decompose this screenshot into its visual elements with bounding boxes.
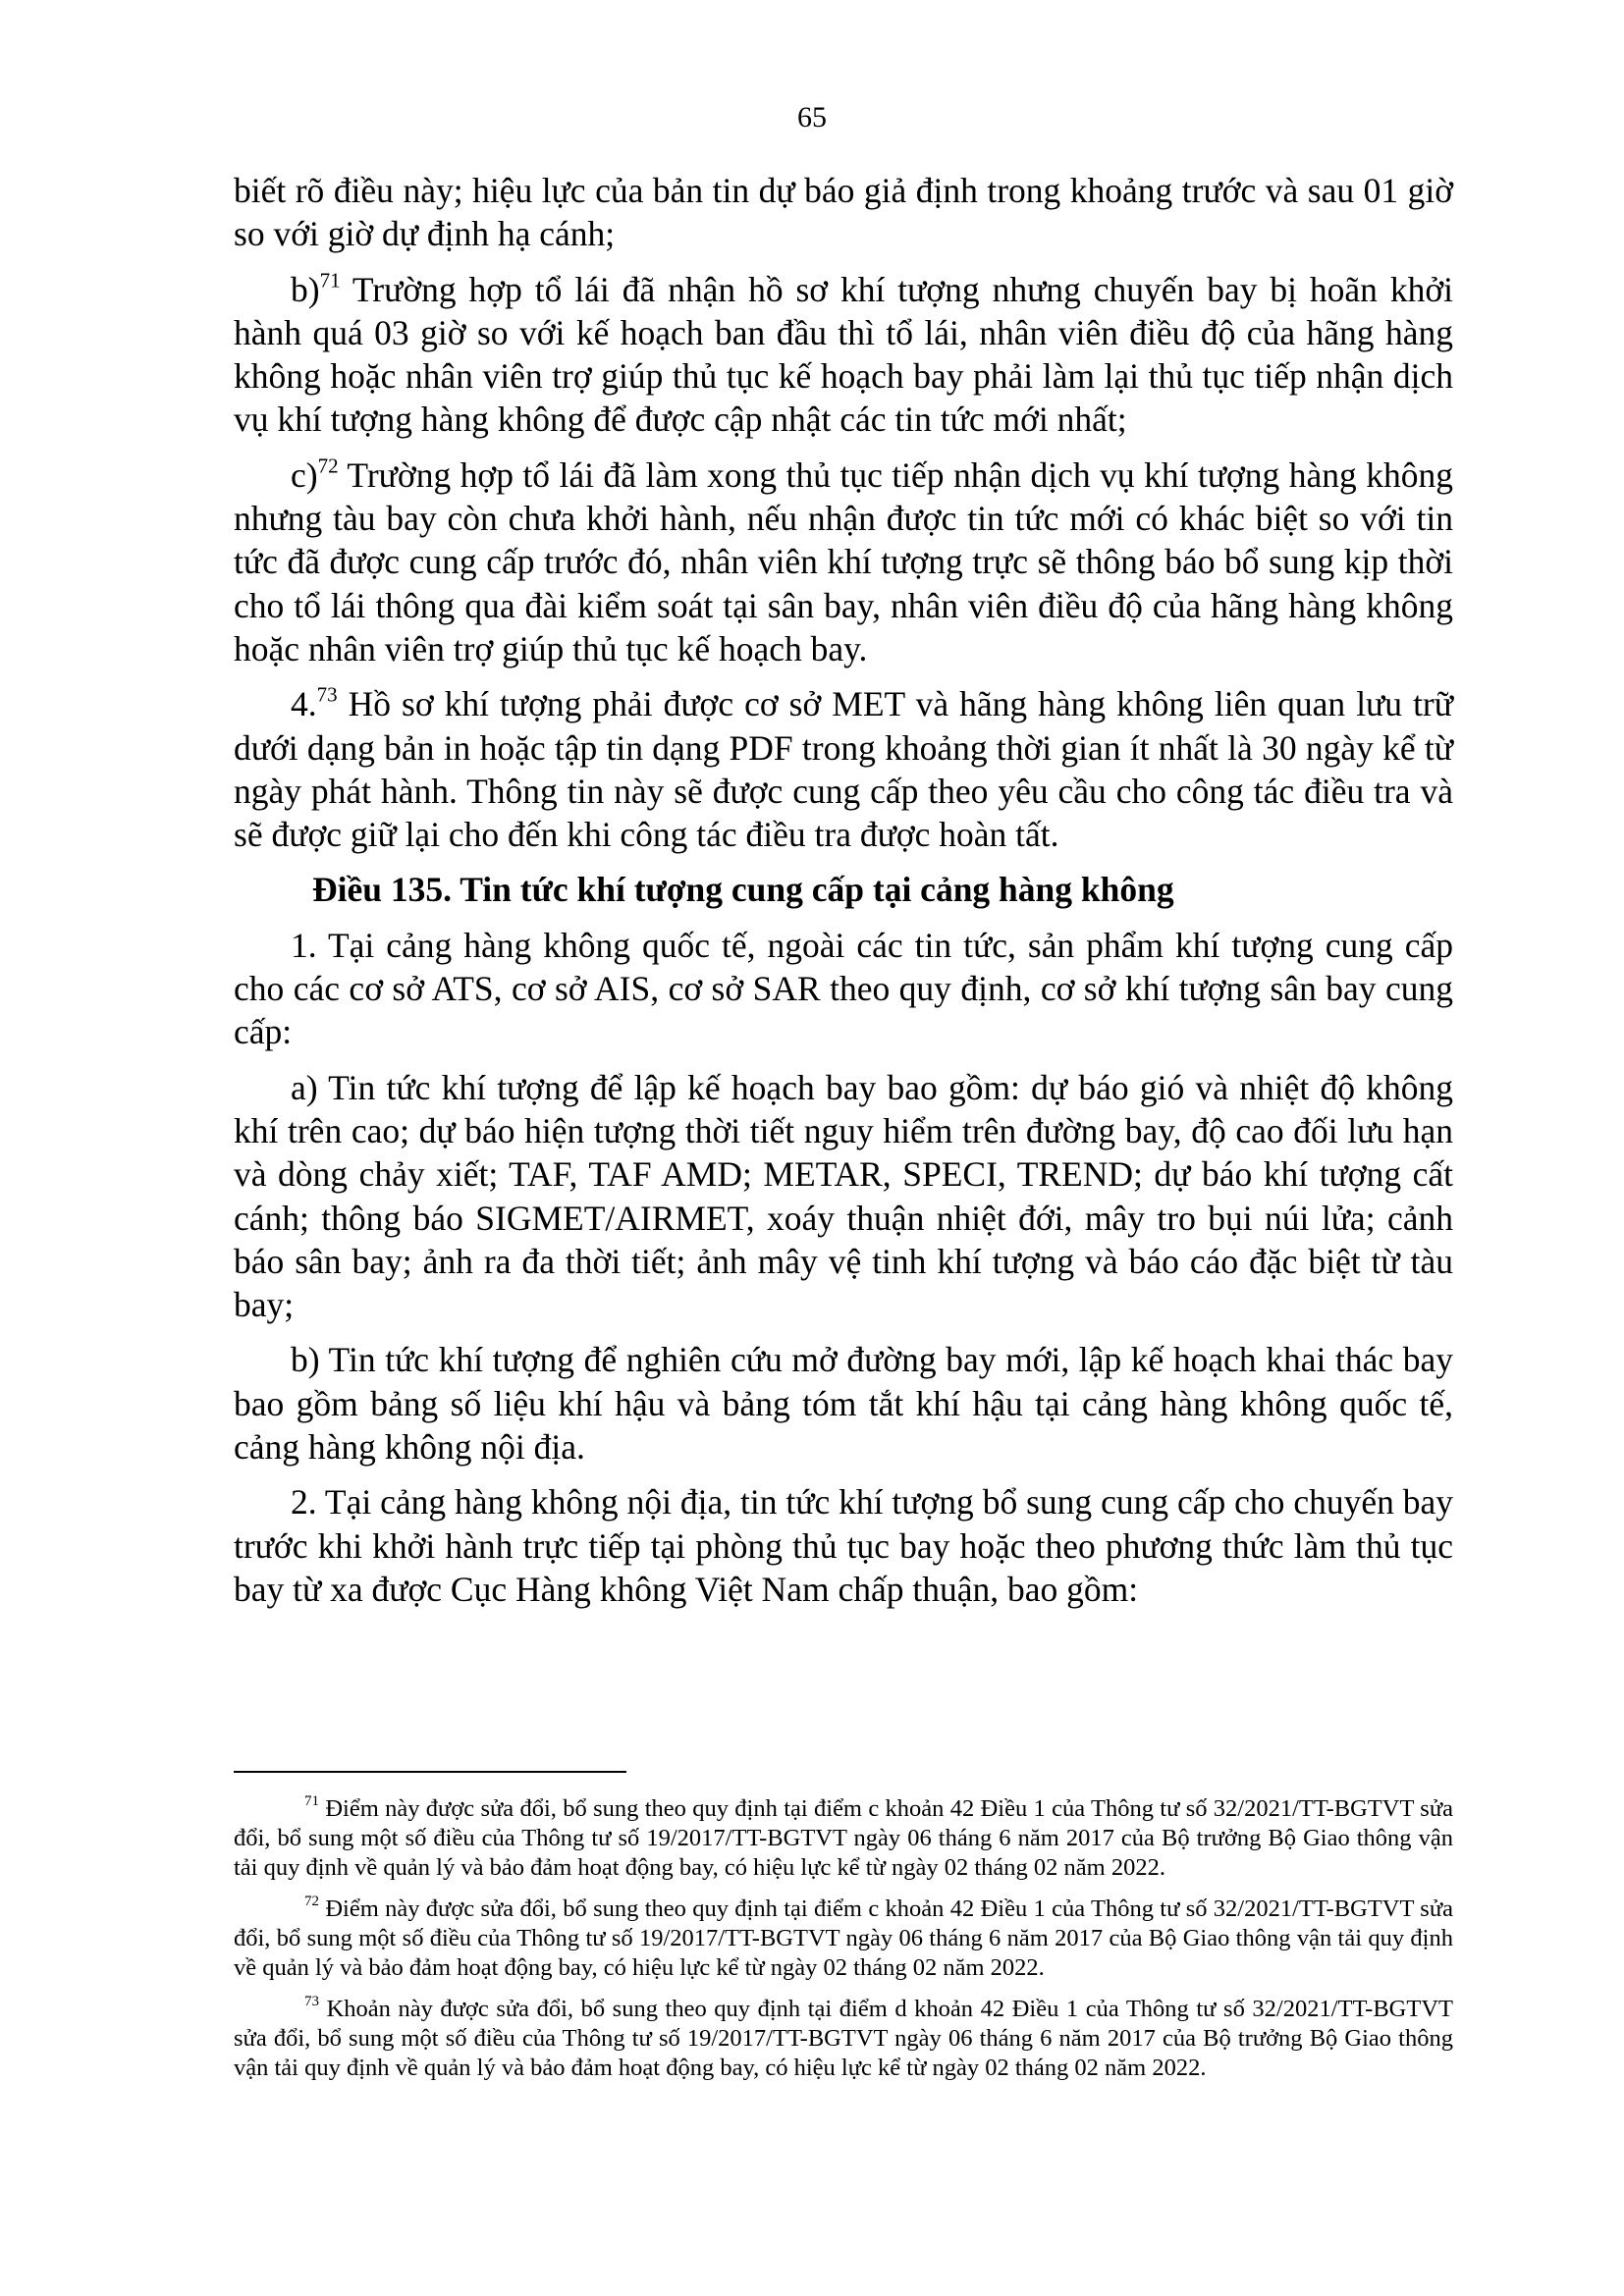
footnote-ref-71[interactable]: 71 <box>319 267 341 292</box>
footnote <box>234 1794 1453 1883</box>
footnote-number: 73 <box>304 1993 319 2009</box>
paragraph-continuation: biết rõ điều này; hiệu lực của bản tin dự báo giả định trong khoảng trước và sau 01 giờ so với giờ dự định hạ cánh; <box>234 171 1453 254</box>
footnote-number: 71 <box>304 1792 319 1809</box>
footnote <box>234 1895 1453 1983</box>
footnote-number: 72 <box>304 1893 319 1909</box>
paragraph-point-a: a) Tin tức khí tượng để lập kế hoạch bay bao gồm: dự báo gió và nhiệt độ không khí trên cao; dự báo hiện tượng thời tiết nguy hiểm trên đường bay, độ cao đối lưu hạn và dòng chảy xiết; TAF, TAF AMD; METAR, SPECI, TREND; dự báo khí tượng cất cánh; thông báo SIGMET/AIRMET, xoáy thuận nhiệt đới, mây tro bụi núi lửa; cảnh báo sân bay; ảnh ra đa thời tiết; ảnh mây vệ tinh khí tượng và báo cáo đặc biệt từ tàu bay; <box>234 1067 1453 1325</box>
page-body <box>234 169 1453 1623</box>
paragraph-point-b-2: b) Tin tức khí tượng để nghiên cứu mở đường bay mới, lập kế hoạch khai thác bay bao gồm bảng số liệu khí hậu và bảng tóm tắt khí hậu tại cảng hàng không quốc tế, cảng hàng không nội địa. <box>234 1340 1453 1468</box>
point-b-label: b) <box>291 269 320 309</box>
footnote <box>234 1995 1453 2083</box>
paragraph-clause-4 <box>234 682 1453 856</box>
footnote-ref-72[interactable]: 72 <box>317 454 339 478</box>
point-c-text: Trường hợp tổ lái đã làm xong thủ tục tiếp nhận dịch vụ khí tượng hàng không nhưng tàu bay còn chưa khởi hành, nếu nhận được tin tức mới có khác biệt so với tin tức đã được cung cấp trước đó, nhân viên khí tượng trực sẽ thông báo bổ sung kịp thời cho tổ lái thông qua đài kiểm soát tại sân bay, nhân viên điều độ của hãng hàng không hoặc nhân viên trợ giúp thủ tục kế hoạch bay. <box>234 454 1453 668</box>
article-heading: Điều 135. Tin tức khí tượng cung cấp tại cảng hàng không <box>312 870 1174 910</box>
footnote-separator <box>234 1771 626 1773</box>
point-b-text: Trường hợp tổ lái đã nhận hồ sơ khí tượng nhưng chuyến bay bị hoãn khởi hành quá 03 giờ so với kế hoạch ban đầu thì tổ lái, nhân viên điều độ của hãng hàng không hoặc nhân viên trợ giúp thủ tục kế hoạch bay phải làm lại thủ tục tiếp nhận dịch vụ khí tượng hàng không để được cập nhật các tin tức mới nhất; <box>234 269 1453 440</box>
paragraph-clause-1: 1. Tại cảng hàng không quốc tế, ngoài các tin tức, sản phẩm khí tượng cung cấp cho các cơ sở ATS, cơ sở AIS, cơ sở SAR theo quy định, cơ sở khí tượng sân bay cung cấp: <box>234 925 1453 1052</box>
page-number: 65 <box>797 101 827 133</box>
paragraph-clause-2: 2. Tại cảng hàng không nội địa, tin tức khí tượng bổ sung cung cấp cho chuyến bay trước khi khởi hành trực tiếp tại phòng thủ tục bay hoặc theo phương thức làm thủ tục bay từ xa được Cục Hàng không Việt Nam chấp thuận, bao gồm: <box>234 1482 1453 1609</box>
footnote-text: Điểm này được sửa đổi, bổ sung theo quy định tại điểm c khoản 42 Điều 1 của Thông tư số 32/2021/TT-BGTVT sửa đổi, bổ sung một số điều của Thông tư số 19/2017/TT-BGTVT ngày 06 tháng 6 năm 2017 của Bộ Giao thông vận tải quy định về quản lý và bảo đảm hoạt động bay, có hiệu lực kể từ ngày 02 tháng 02 năm 2022. <box>234 1896 1453 1981</box>
clause-4-label: 4. <box>291 684 317 724</box>
paragraph-point-b <box>234 268 1453 442</box>
point-c-label: c) <box>291 454 318 495</box>
clause-4-text: Hồ sơ khí tượng phải được cơ sở MET và hãng hàng không liên quan lưu trữ dưới dạng bản in hoặc tập tin dạng PDF trong khoảng thời gian ít nhất là 30 ngày kể từ ngày phát hành. Thông tin này sẽ được cung cấp theo yêu cầu cho công tác điều tra và sẽ được giữ lại cho đến khi công tác điều tra được hoàn tất. <box>234 684 1453 855</box>
footnote-text: Khoản này được sửa đổi, bổ sung theo quy định tại điểm d khoản 42 Điều 1 của Thông tư số 32/2021/TT-BGTVT sửa đổi, bổ sung một số điều của Thông tư số 19/2017/TT-BGTVT ngày 06 tháng 6 năm 2017 của Bộ trưởng Bộ Giao thông vận tải quy định về quản lý và bảo đảm hoạt động bay, có hiệu lực kể từ ngày 02 tháng 02 năm 2022. <box>234 1996 1453 2081</box>
footnotes <box>234 1794 1453 2095</box>
footnote-ref-73[interactable]: 73 <box>316 682 338 707</box>
footnote-text: Điểm này được sửa đổi, bổ sung theo quy định tại điểm c khoản 42 Điều 1 của Thông tư số 32/2021/TT-BGTVT sửa đổi, bổ sung một số điều của Thông tư số 19/2017/TT-BGTVT ngày 06 tháng 6 năm 2017 của Bộ trưởng Bộ Giao thông vận tải quy định về quản lý và bảo đảm hoạt động bay, có hiệu lực kể từ ngày 02 tháng 02 năm 2022. <box>234 1795 1453 1881</box>
paragraph-point-c <box>234 454 1453 670</box>
